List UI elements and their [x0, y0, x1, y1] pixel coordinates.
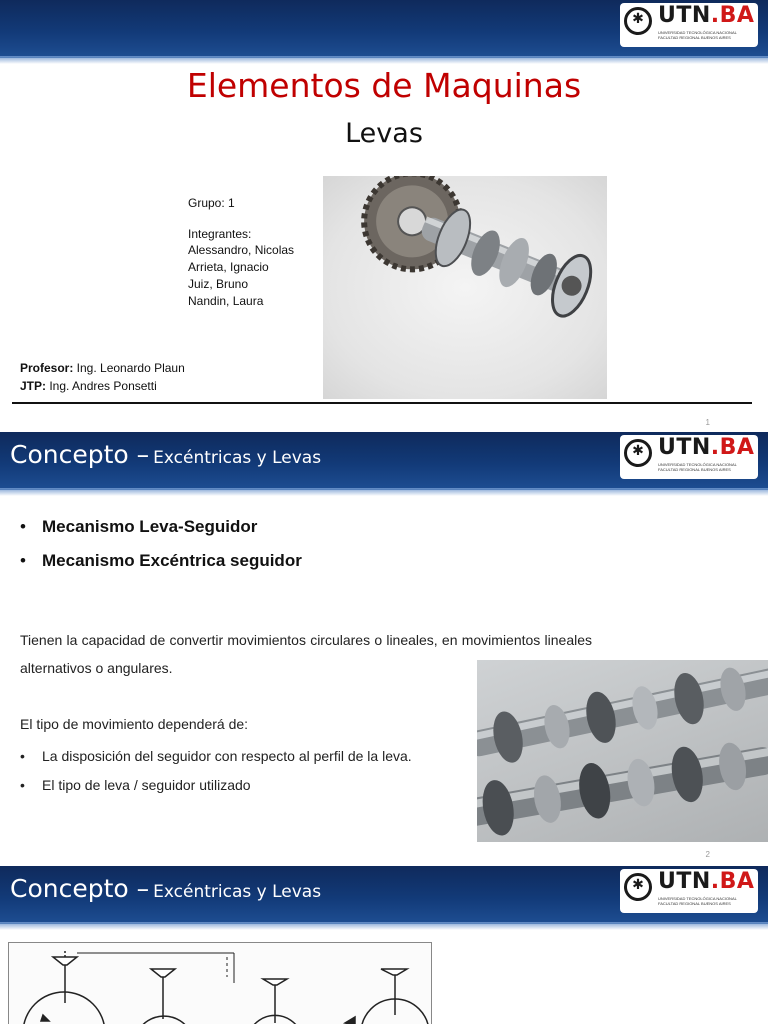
header-sub: Excéntricas y Levas [153, 882, 322, 902]
camshaft-photo [323, 176, 607, 399]
description-paragraph: Tienen la capacidad de convertir movimientos circulares o lineales, en movimientos lineales alternativos o angulares. [20, 632, 592, 676]
bullet-item: • El tipo de leva / seguidor utilizado [20, 777, 412, 793]
utn-emblem-icon: ✱ [624, 873, 652, 901]
utn-ba-logo [620, 435, 758, 479]
header-main: Concepto – [10, 440, 150, 469]
slide-3 [0, 866, 768, 1024]
jtp-label: JTP: [20, 379, 47, 393]
professor-label: Profesor: [20, 361, 74, 375]
jtp-line [20, 378, 157, 395]
utn-ba-logo [620, 3, 758, 47]
slide-1 [0, 0, 768, 410]
slide-header-title [10, 440, 321, 469]
jtp-name: Ing. Andres Ponsetti [46, 379, 157, 393]
slide-subtitle: Levas [345, 118, 423, 149]
professor-name: Ing. Leonardo Plaun [73, 361, 185, 375]
slide-2 [0, 432, 768, 852]
divider [12, 402, 752, 404]
utn-emblem-icon: ✱ [624, 439, 652, 467]
bullet-item: • Mecanismo Leva-Seguidor [20, 517, 302, 537]
logo-wordmark: UTN.BA [658, 435, 755, 460]
member-name: Arrieta, Ignacio [188, 260, 269, 274]
camshafts-photo [477, 660, 768, 842]
page-number: 1 [705, 418, 710, 427]
cam-follower-sketch [9, 943, 431, 1024]
logo-subline: UNIVERSIDAD TECNOLÓGICA NACIONAL FACULTAD REGIONAL BUENOS AIRES [658, 30, 737, 40]
group-label: Grupo: 1 [188, 196, 235, 210]
cam-follower-diagram [8, 942, 432, 1024]
utn-emblem-icon: ✱ [624, 7, 652, 35]
member-name: Juiz, Bruno [188, 277, 249, 291]
header-main: Concepto – [10, 874, 150, 903]
logo-subline: UNIVERSIDAD TECNOLÓGICA NACIONAL FACULTAD REGIONAL BUENOS AIRES [658, 896, 737, 906]
bullet-item: • La disposición del seguidor con respecto al perfil de la leva. [20, 748, 412, 764]
camshafts-illustration [477, 660, 768, 842]
slide-title: Elementos de Maquinas [186, 66, 582, 105]
bullet-item: • Mecanismo Excéntrica seguidor [20, 551, 302, 571]
page-number: 2 [705, 850, 710, 859]
members-list [188, 242, 294, 310]
header-sub: Excéntricas y Levas [153, 448, 322, 468]
utn-ba-logo [620, 869, 758, 913]
professor-line [20, 360, 185, 377]
slide-header-title [10, 874, 321, 903]
camshaft-illustration [323, 176, 607, 399]
member-name: Alessandro, Nicolas [188, 243, 295, 257]
lead-sentence: El tipo de movimiento dependerá de: [20, 716, 249, 732]
members-heading: Integrantes: [188, 227, 252, 241]
detail-bullets [20, 748, 412, 806]
logo-wordmark: UTN.BA [658, 869, 755, 894]
logo-wordmark: UTN.BA [658, 3, 755, 28]
logo-subline: UNIVERSIDAD TECNOLÓGICA NACIONAL FACULTAD REGIONAL BUENOS AIRES [658, 462, 737, 472]
concept-bullets [20, 517, 302, 585]
member-name: Nandin, Laura [188, 294, 264, 308]
